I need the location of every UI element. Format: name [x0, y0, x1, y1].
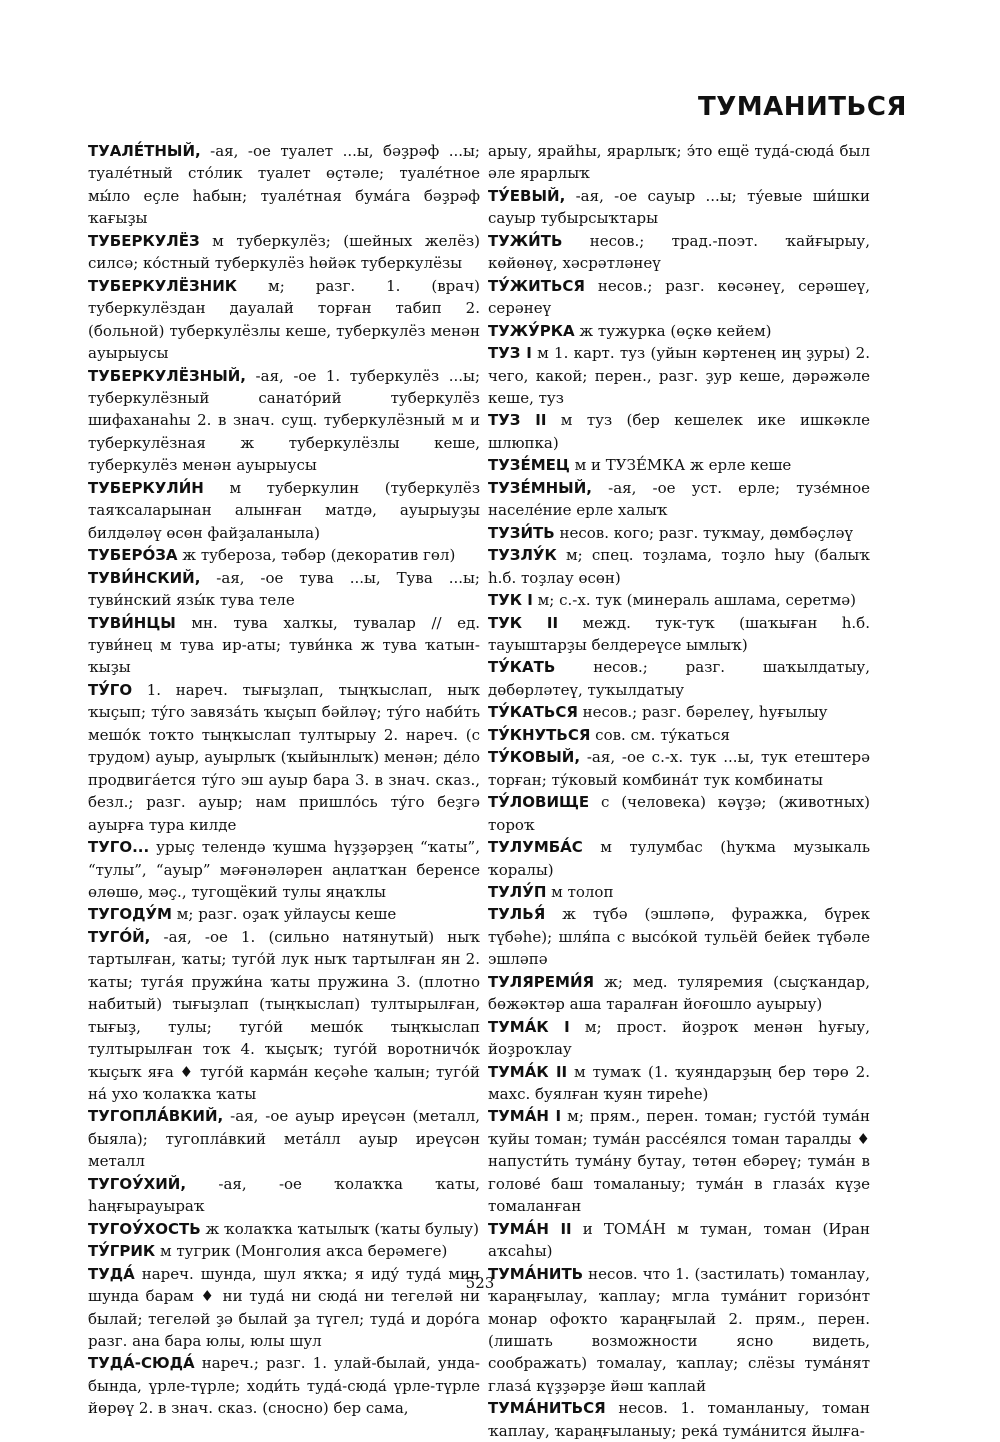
entry-definition: -ая, -ое ауыр иреүсән (металл, быяла); тугопла́вкий мета́лл ауыр иреүсән металл — [88, 1107, 480, 1171]
dictionary-entry — [488, 320, 870, 342]
entry-definition: м; разг. 1. (врач) туберкулёздан дауалай торған табип 2. (больной) туберкулёзлы кеше, туберкулёз менән ауырыусы — [88, 276, 480, 363]
entry-definition: несов.; разг. көсәнеү, серәшеү, серәнеү — [488, 276, 870, 318]
dictionary-entry — [88, 679, 480, 836]
entry-headword: ТУБЕРКУЛЁЗНИК — [88, 276, 238, 295]
entry-definition: м; прост. йоҙроҡ менән һуғыу, йоҙроҡлау — [488, 1017, 870, 1059]
entry-headword: ТУК II — [488, 613, 559, 632]
dictionary-entry — [488, 409, 870, 454]
entry-headword: ТУ́КОВЫЙ, — [488, 748, 581, 767]
entry-headword: ТУГО... — [88, 838, 150, 857]
entry-headword: ТУБЕРКУЛИ́Н — [88, 478, 204, 497]
entry-definition: м 1. карт. туз (уйын кәртенең иң ҙуры) 2. чего, какой; перен., разг. ҙур кеше, дәрәжәле кеше, туз — [488, 344, 870, 407]
entry-definition: арыу, ярайһы, ярарлыҡ; э́то ещё туда́-сюда́ был әле ярарлыҡ — [488, 142, 870, 183]
dictionary-entry — [88, 1218, 480, 1240]
dictionary-entry — [488, 477, 870, 522]
dictionary-entry — [488, 589, 870, 611]
entry-headword: ТУМА́НИТЬ — [488, 1264, 584, 1283]
right-column — [488, 140, 870, 1442]
entry-definition: ж тубероза, тәбәр (декоратив гөл) — [177, 546, 456, 565]
entry-headword: ТУВИ́НСКИЙ, — [88, 568, 201, 587]
entry-headword: ТУЗЕ́МНЫЙ, — [488, 478, 592, 497]
dictionary-entry — [488, 1016, 870, 1061]
entry-headword: ТУЛЯРЕМИ́Я — [488, 972, 595, 991]
entry-headword: ТУ́КАТЬ — [488, 658, 556, 677]
entry-definition: м тулумбас (һуҡма музыкаль ҡоралы) — [488, 838, 870, 879]
entry-headword: ТУ́ЕВЫЙ, — [488, 186, 566, 205]
entry-headword: ТУЗЕ́МЕЦ — [488, 456, 570, 475]
entry-headword: ТУМА́Н II — [488, 1219, 572, 1238]
dictionary-entry — [88, 230, 480, 275]
entry-headword: ТУГОУ́ХИЙ, — [88, 1174, 187, 1193]
entry-headword: ТУВИ́НЦЫ — [88, 613, 176, 632]
left-column — [88, 140, 480, 1420]
dictionary-entry — [88, 836, 480, 903]
entry-definition: м; с.-х. тук (минераль ашлама, серетмә) — [532, 591, 856, 610]
entry-headword: ТУЖИ́ТЬ — [488, 231, 563, 250]
entry-headword: ТУ́ЖИТЬСЯ — [488, 276, 585, 295]
dictionary-entry — [488, 1105, 870, 1217]
entry-headword: ТУЛУМБА́С — [488, 838, 583, 857]
dictionary-entry — [88, 926, 480, 1106]
entry-definition: м туз (бер кешелек ике ишкәкле шлюпка) — [488, 411, 870, 452]
dictionary-entry — [488, 724, 870, 746]
entry-definition: -ая, -ое 1. (сильно натянутый) ныҡ тартылған, ҡаты; туго́й лук ныҡ тартылған ян 2. ҡаты; туга́я пружи́на ҡаты пружина 3. (плотно набитый) тығыҙлап (тыңҡыслап) тултырылған, тығыҙ, тулы; туго́й мешо́к тыңҡыслап тултырылған тоҡ 4. ҡыҫыҡ; туго́й воротничо́к ҡыҫыҡ яға ♦ туго́й карма́н кеҫәһе ҡалын; туго́й на́ ухо ҡолаҡҡа ҡаты — [88, 927, 480, 1104]
dictionary-entry — [488, 1397, 870, 1442]
entry-definition: сов. см. ту́каться — [590, 725, 730, 744]
entry-definition: -ая, -ое тува ...ы, Тува ...ы; туви́нский язы́к тува теле — [88, 568, 480, 610]
dictionary-entry — [88, 1240, 480, 1262]
entry-definition: несов. 1. томанланыу, томан ҡаплау, ҡараңғыланыу; река́ тума́нится йылға- — [488, 1399, 870, 1440]
entry-definition: м и ТУЗЕ́МКА ж ерле кеше — [569, 456, 792, 475]
entry-headword: ТУЗ I — [488, 344, 532, 363]
entry-headword: ТУ́КАТЬСЯ — [488, 703, 578, 722]
entry-definition: м туберкулин (туберкулёз таяҡсаларынан алынған матдә, ауырыуҙы билдәләү өсөн файҙаланыла) — [88, 478, 480, 542]
entry-headword: ТУЛУ́П — [488, 882, 547, 901]
entry-headword: ТУМА́Н I — [488, 1107, 562, 1126]
dictionary-entry — [88, 365, 480, 477]
entry-definition: и ТОМА́Н м туман, томан (Иран аҡсаһы) — [488, 1219, 870, 1261]
entry-definition: ж түбә (эшләпә, фуражка, бүрек түбәһе); шля́па с высо́кой тульёй бейек түбәле эшләпә — [488, 905, 870, 969]
dictionary-entry — [488, 903, 870, 970]
entry-headword: ТУГОДУ́М — [88, 905, 172, 924]
dictionary-entry — [488, 612, 870, 657]
running-header: ТУМАНИТЬСЯ — [698, 92, 907, 122]
entry-headword: ТУ́КНУТЬСЯ — [488, 725, 591, 744]
dictionary-entry — [488, 342, 870, 409]
entry-definition: м туберкулёз; (шейных желёз) силсә; ко́стный туберкулёз һөйәк туберкулёзы — [88, 231, 480, 273]
dictionary-entry — [88, 1173, 480, 1218]
entry-definition: несов.; трад.-поэт. ҡайғырыу, көйөнөү, хәсрәтләнеү — [488, 231, 870, 273]
entry-definition: 1. нареч. тығыҙлап, тыңҡыслап, ныҡ ҡыҫып; ту́го завяза́ть ҡыҫып бәйләү; ту́го наби́ть мешо́к тоҡто тыңҡыслап тултырыу 2. нареч. (с трудом) ауыр, ауырлыҡ (ҡыйынлыҡ) менән; де́ло продвига́ется ту́го эш ауыр бара 3. в знач. сказ., безл.; разг. ауыр; нам пришло́сь ту́го беҙгә ауырға тура килде — [88, 680, 480, 834]
entry-headword: ТУБЕРКУЛЁЗНЫЙ, — [88, 366, 247, 385]
dictionary-entry — [88, 903, 480, 925]
dictionary-entry — [488, 140, 870, 185]
entry-definition: ж ҡолаҡҡа ҡатылыҡ (ҡаты булыу) — [200, 1219, 479, 1238]
dictionary-entry — [488, 791, 870, 836]
dictionary-entry — [488, 881, 870, 903]
entry-definition: -ая, -ое с.-х. тук ...ы, тук етештерә торған; ту́ковый комбина́т тук комбинаты — [488, 748, 870, 789]
dictionary-entry — [488, 1263, 870, 1398]
entry-definition: -ая, -ое сауыр ...ы; ту́евые ши́шки сауыр тубырсыҡтары — [488, 186, 870, 228]
dictionary-entry — [88, 1352, 480, 1419]
dictionary-entry — [488, 185, 870, 230]
dictionary-entry — [488, 746, 870, 791]
entry-definition: межд. тук-туҡ (шаҡыған һ.б. тауыштарҙы белдереүсе ымлыҡ) — [488, 613, 870, 654]
dictionary-entry — [88, 275, 480, 365]
entry-headword: ТУ́ЛОВИЩЕ — [488, 793, 590, 812]
entry-headword: ТУГО́Й, — [88, 927, 151, 946]
dictionary-entry — [88, 567, 480, 612]
entry-definition: м; спец. тоҙлама, тоҙло һыу (балыҡ һ.б. тоҙлау өсөн) — [488, 546, 870, 587]
entry-definition: -ая, -ое туалет ...ы, бәҙрәф ...ы; туале́тный сто́лик туалет өҫтәле; туале́тное мы́ло еҫле һабын; туале́тная бума́га бәҙрәф ҡағыҙы — [88, 142, 480, 228]
entry-headword: ТУЗЛУ́К — [488, 546, 557, 565]
entry-definition: несов.; разг. бәрелеү, һуғылыу — [577, 703, 828, 722]
dictionary-entry — [488, 454, 870, 476]
entry-headword: ТУК I — [488, 591, 533, 610]
entry-headword: ТУЛЬЯ́ — [488, 905, 546, 924]
entry-definition: с (человека) кәүҙә; (животных) тороҡ — [488, 793, 870, 834]
entry-headword: ТУГОУ́ХОСТЬ — [88, 1219, 201, 1238]
dictionary-entry — [488, 971, 870, 1016]
entry-headword: ТУАЛЕ́ТНЫЙ, — [88, 142, 201, 160]
entry-definition: м; разг. оҙаҡ уйлаусы кеше — [171, 905, 397, 924]
entry-definition: ж; мед. туляремия (сыҫҡандар, бөжәктәр аша таралған йоғошло ауырыу) — [488, 972, 870, 1014]
dictionary-entry — [88, 140, 480, 230]
page-number: 523 — [465, 1274, 495, 1292]
dictionary-entry — [488, 836, 870, 881]
dictionary-entry — [488, 1061, 870, 1106]
entry-definition: ж тужурка (өҫкө кейем) — [574, 321, 772, 340]
dictionary-entry — [88, 612, 480, 679]
entry-headword: ТУ́ГРИК — [88, 1242, 156, 1261]
entry-definition: -ая, -ое 1. туберкулёз ...ы; туберкулёзный санато́рий туберкулёз шифаханаһы 2. в знач. сущ. туберкулёзный м и туберкулёзная ж туберкулёзлы кеше, туберкулёз менән ауырыусы — [88, 366, 480, 475]
dictionary-entry — [488, 275, 870, 320]
dictionary-entry — [88, 1105, 480, 1172]
entry-headword: ТУГОПЛА́ВКИЙ, — [88, 1107, 224, 1126]
dictionary-entry — [488, 522, 870, 544]
entry-definition: мн. тува халҡы, тувалар // ед. туви́нец м тува ир-аты; туви́нка ж тува ҡатын-ҡыҙы — [88, 613, 480, 677]
entry-headword: ТУДА́ — [88, 1264, 135, 1283]
entry-definition: м толоп — [546, 882, 614, 901]
entry-headword: ТУЖУ́РКА — [488, 321, 575, 340]
dictionary-entry — [88, 477, 480, 544]
entry-headword: ТУЗИ́ТЬ — [488, 523, 555, 542]
entry-headword: ТУМА́К I — [488, 1017, 570, 1036]
entry-headword: ТУБЕРО́ЗА — [88, 546, 178, 565]
entry-headword: ТУМА́К II — [488, 1062, 568, 1081]
entry-headword: ТУЗ II — [488, 411, 547, 430]
entry-definition: несов. что 1. (застилать) томанлау, ҡараңғылау, ҡаплау; мгла тума́нит горизо́нт монар офоҡто ҡараңғылай 2. прям., перен. (лишать возможности ясно видеть, соображать) томалау, ҡаплау; слёзы тума́нят глаза́ күҙҙәрҙе йәш ҡаплай — [488, 1264, 870, 1395]
entry-definition: м; прям., перен. томан; густо́й тума́н ҡуйы томан; тума́н рассе́ялся томан таралды ♦ напусти́ть тума́ну бутау, төтөн ебәреү; тума́н в голове́ баш томаланыу; тума́н в глаза́х күҙе томаланған — [488, 1107, 870, 1216]
dictionary-entry — [88, 1263, 480, 1353]
entry-headword: ТУБЕРКУЛЁЗ — [88, 231, 200, 250]
entry-definition: м тумаҡ (1. ҡуяндарҙың бер төрө 2. махс. буялған ҡуян тиреһе) — [488, 1062, 870, 1104]
dictionary-entry — [488, 544, 870, 589]
dictionary-entry — [488, 656, 870, 701]
entry-definition: урыҫ телендә ҡушма һүҙҙәрҙең “ҡаты”, “тулы”, “ауыр” мәғәнәләрен аңлатҡан беренсе өлөшө, мәҫ., тугощёкий тулы яңаҡлы — [88, 838, 480, 901]
entry-headword: ТУДА́-СЮДА́ — [88, 1354, 195, 1373]
entry-definition: нареч. шунда, шул яҡҡа; я иду́ туда́ мин шунда барам ♦ ни туда́ ни сюда́ ни тегеләй ни былай; тегеләй ҙә былай ҙа түгел; туда́ и доро́га разг. ана бара юлы, юлы шул — [88, 1264, 480, 1351]
entry-definition: -ая, -ое ҡолаҡҡа ҡаты, һаңғырауыраҡ — [88, 1174, 480, 1216]
dictionary-entry — [488, 1218, 870, 1263]
dictionary-entry — [488, 701, 870, 723]
dictionary-entry — [88, 544, 480, 566]
dictionary-entry — [488, 230, 870, 275]
entry-headword: ТУМА́НИТЬСЯ — [488, 1399, 606, 1418]
entry-definition: -ая, -ое уст. ерле; тузе́мное населе́ние ерле халыҡ — [488, 478, 870, 520]
entry-definition: несов. кого; разг. туҡмау, дөмбәҫләү — [554, 523, 853, 542]
entry-definition: несов.; разг. шаҡылдатыу, дөбөрләтеү, туҡылдатыу — [488, 658, 870, 699]
entry-definition: нареч.; разг. 1. улай-былай, унда-бында, үрле-түрле; ходи́ть туда́-сюда́ үрле-түрле йөрөү 2. в знач. сказ. (сносно) бер сама, — [88, 1354, 480, 1418]
entry-definition: м тугрик (Монголия аҡса берәмеге) — [155, 1242, 448, 1261]
entry-headword: ТУ́ГО — [88, 680, 133, 699]
